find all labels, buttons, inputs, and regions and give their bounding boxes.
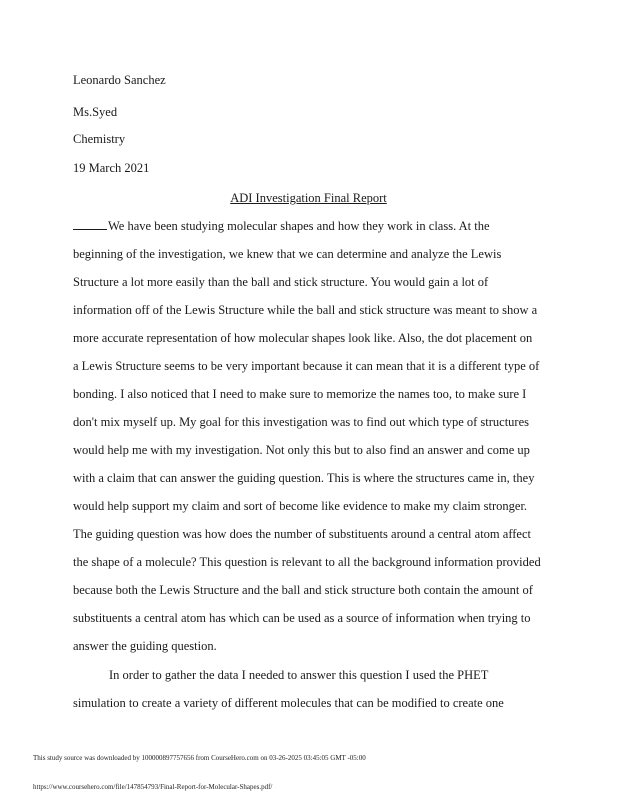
paragraph-line: answer the guiding question. (73, 639, 217, 653)
subject-name: Chemistry (73, 132, 126, 146)
paragraph-line-text: We have been studying molecular shapes and how they work in class. At the (108, 219, 490, 233)
download-notice: This study source was downloaded by 100000897757656 from CourseHero.com on 03-26-2025 03:45:05 GMT -05:00 (33, 754, 366, 762)
paragraph-line: In order to gather the data I needed to answer this question I used the PHET (109, 668, 489, 682)
paragraph-line: more accurate representation of how molecular shapes look like. Also, the dot placement on (73, 331, 533, 345)
paragraph-line: the shape of a molecule? This question is relevant to all the background information provided (73, 555, 541, 569)
teacher-name: Ms.Syed (73, 105, 118, 119)
paragraph-line: simulation to create a variety of different molecules that can be modified to create one (73, 696, 504, 710)
source-url[interactable]: https://www.coursehero.com/file/147854793/Final-Report-for-Molecular-Shapes.pdf/ (33, 783, 273, 791)
paragraph-line: with a claim that can answer the guiding question. This is where the structures came in, they (73, 471, 535, 485)
paragraph-line: because both the Lewis Structure and the ball and stick structure both contain the amount of (73, 583, 533, 597)
author-name: Leonardo Sanchez (73, 73, 166, 87)
paragraph-line: would help support my claim and sort of become like evidence to make my claim stronger. (73, 499, 528, 513)
paragraph-line (73, 218, 490, 234)
paragraph-line: The guiding question was how does the number of substituents around a central atom affect (73, 527, 531, 541)
document-date: 19 March 2021 (73, 161, 150, 175)
paragraph-line: a Lewis Structure seems to be very important because it can mean that it is a different type of (73, 359, 540, 373)
paragraph-line: substituents a central atom has which can be used as a source of information when trying to (73, 611, 531, 625)
paragraph-line: would help me with my investigation. Not only this but to also find an answer and come up (73, 443, 530, 457)
paragraph-line: don't mix myself up. My goal for this investigation was to find out which type of structures (73, 415, 530, 429)
paragraph-line: Structure a lot more easily than the ball and stick structure. You would gain a lot of (73, 275, 489, 289)
document-title: ADI Investigation Final Report (230, 191, 387, 205)
indent-underline (73, 218, 107, 230)
paragraph-line: information off of the Lewis Structure while the ball and stick structure was meant to show a (73, 303, 538, 317)
paragraph-line: bonding. I also noticed that I need to make sure to memorize the names too, to make sure I (73, 387, 527, 401)
paragraph-line: beginning of the investigation, we knew that we can determine and analyze the Lewis (73, 247, 502, 261)
